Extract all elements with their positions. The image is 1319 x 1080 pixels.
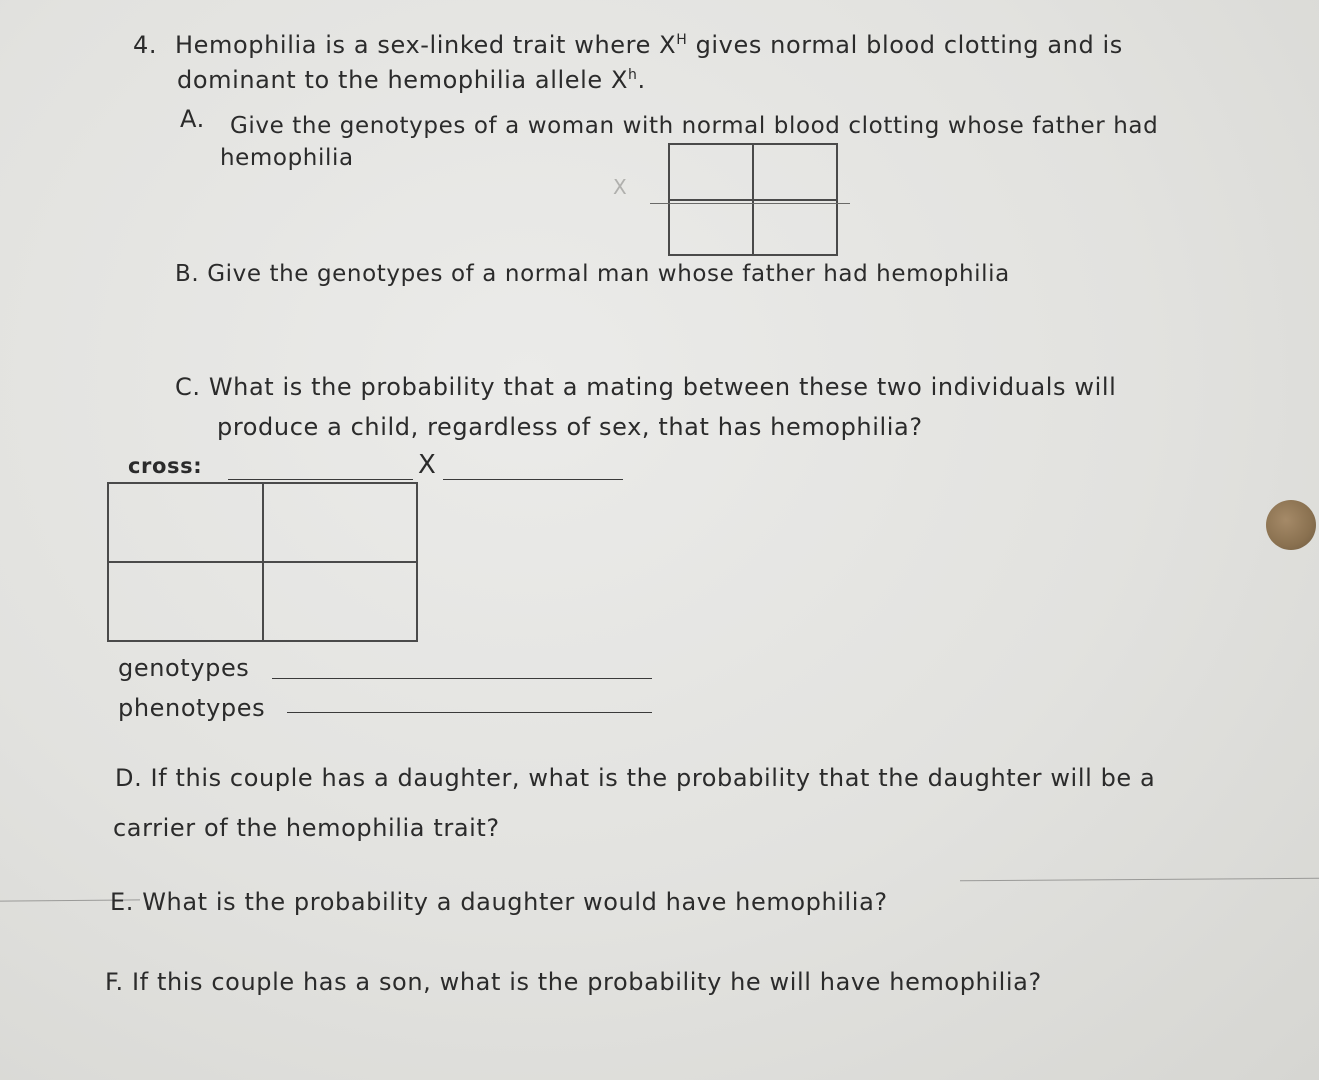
allele-normal-superscript: H: [676, 32, 688, 48]
punnett-c-cell-3[interactable]: [108, 562, 263, 641]
part-a-line1: Give the genotypes of a woman with normal blood clotting whose father had: [230, 113, 1159, 139]
punnett-square-a: [668, 143, 838, 256]
phenotypes-label: phenotypes: [118, 694, 266, 722]
part-e-text: E. What is the probability a daughter would have hemophilia?: [110, 888, 888, 916]
question-intro-line1: [175, 33, 1123, 57]
allele-hemo-superscript: h: [628, 67, 638, 83]
question-intro-line2: [177, 68, 646, 92]
intro-line2-end: .: [637, 66, 646, 94]
cross-label: cross:: [128, 454, 203, 478]
genotypes-blank[interactable]: [272, 678, 652, 679]
punnett-a-cell-2[interactable]: [753, 144, 837, 200]
phenotypes-blank[interactable]: [287, 712, 652, 713]
part-c-line2: produce a child, regardless of sex, that has hemophilia?: [217, 413, 923, 441]
punnett-c-cell-4[interactable]: [263, 562, 418, 641]
cross-symbol: X: [418, 450, 437, 480]
part-c-line1: C. What is the probability that a mating between these two individuals will: [175, 373, 1117, 401]
part-a-line2: hemophilia: [220, 145, 354, 171]
part-a-faint-mark: X: [613, 175, 628, 199]
intro-line2-text: dominant to the hemophilia allele X: [177, 66, 629, 94]
part-f-text: F. If this couple has a son, what is the probability he will have hemophilia?: [105, 968, 1042, 996]
part-d-line1: D. If this couple has a daughter, what is the probability that the daughter will be a: [115, 764, 1156, 792]
intro-line1-text: Hemophilia is a sex-linked trait where X: [175, 31, 677, 59]
coin-object: [1266, 500, 1316, 550]
part-d-line2: carrier of the hemophilia trait?: [113, 814, 500, 842]
punnett-a-cell-4[interactable]: [753, 200, 837, 256]
part-a-label: A.: [180, 105, 205, 133]
punnett-a-crossline: [650, 203, 850, 204]
question-number: 4.: [133, 31, 158, 59]
punnett-square-c: [107, 482, 418, 642]
genotypes-label: genotypes: [118, 654, 250, 682]
cross-parent2-blank[interactable]: [443, 479, 623, 480]
cross-parent1-blank[interactable]: [228, 479, 413, 480]
punnett-a-cell-3[interactable]: [669, 200, 753, 256]
part-b-text: B. Give the genotypes of a normal man whose father had hemophilia: [175, 261, 1010, 287]
intro-line1-text-2: gives normal blood clotting and is: [695, 31, 1123, 59]
punnett-c-cell-1[interactable]: [108, 483, 263, 562]
page-divider-right: [960, 878, 1319, 882]
punnett-c-cell-2[interactable]: [263, 483, 418, 562]
punnett-a-cell-1[interactable]: [669, 144, 753, 200]
